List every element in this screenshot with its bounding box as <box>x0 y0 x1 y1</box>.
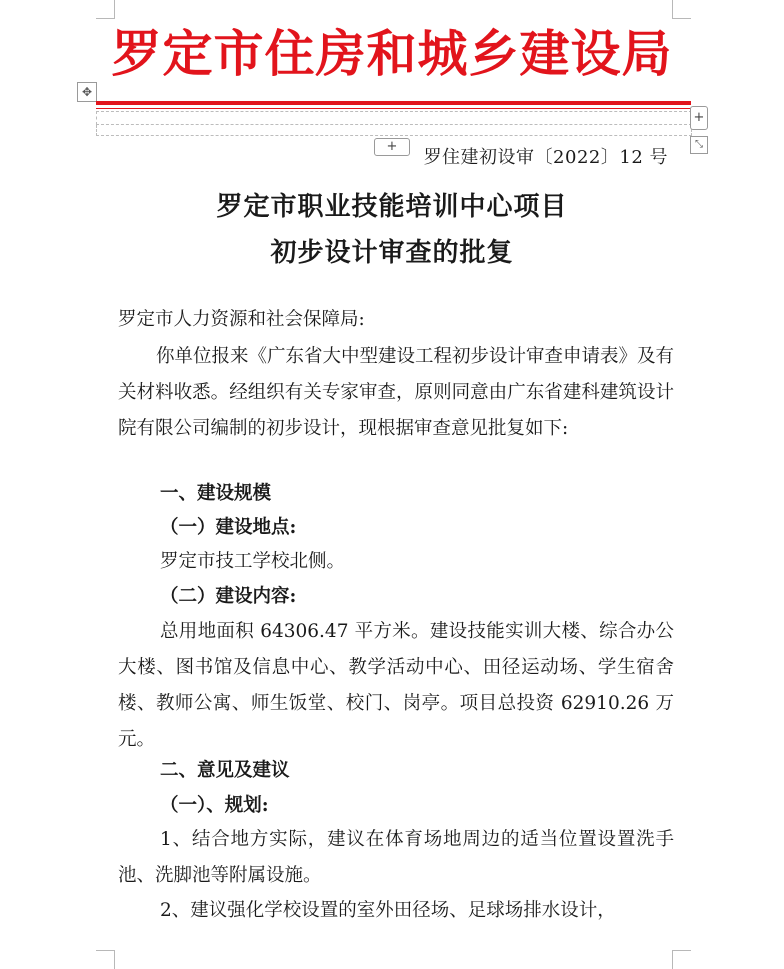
section-2-item-1: 1、结合地方实际，建议在体育场地周边的适当位置设置洗手池、洗脚池等附属设施。 <box>118 829 674 886</box>
letterhead-red-rule-thick <box>96 101 691 105</box>
document-title-line-2: 初步设计审查的批复 <box>270 238 514 268</box>
section-1-sub-2-text: 总用地面积 64306.47 平方米。建设技能实训大楼、综合办公大楼、图书馆及信息中心、教学活动中心、田径运动场、学生宿舍楼、教师公寓、师生饭堂、校门、岗亭。项目总投资 62910.26 万元。 <box>118 621 674 750</box>
section-2-sub-1-heading: （一）、规划: <box>160 795 269 816</box>
table-gridline-row <box>96 111 692 125</box>
add-column-icon[interactable]: + <box>690 106 708 130</box>
recipient: 罗定市人力资源和社会保障局: <box>118 309 365 330</box>
page-corner-mark-bottom-right <box>672 950 691 969</box>
page-corner-mark-top-right <box>672 0 691 19</box>
section-1-heading: 一、建设规模 <box>160 483 272 504</box>
table-gridline-row <box>96 125 692 136</box>
letterhead-red-rule-thin <box>96 108 691 109</box>
section-1-sub-2-heading: （二）建设内容: <box>160 586 297 607</box>
section-1-sub-1-text: 罗定市技工学校北侧。 <box>160 551 346 572</box>
document-number: 罗住建初设审〔2022〕12 号 <box>423 147 668 168</box>
page-corner-mark-bottom-left <box>96 950 115 969</box>
section-2-heading: 二、意见及建议 <box>160 760 290 781</box>
letterhead-org-name: 罗定市住房和城乡建设局 <box>111 25 673 83</box>
page-corner-mark-top-left <box>96 0 115 19</box>
document-title-line-1: 罗定市职业技能培训中心项目 <box>216 192 568 222</box>
intro-paragraph: 你单位报来《广东省大中型建设工程初步设计审查申请表》及有关材料收悉。经组织有关专家审查，原则同意由广东省建科建筑设计院有限公司编制的初步设计，现根据审查意见批复如下: <box>118 346 675 439</box>
section-1-sub-1-heading: （一）建设地点: <box>160 517 297 538</box>
table-resize-icon[interactable]: ⤡ <box>690 136 708 154</box>
add-row-icon[interactable]: + <box>374 138 410 156</box>
section-2-item-2: 2、建议强化学校设置的室外田径场、足球场排水设计， <box>160 900 616 921</box>
table-move-icon[interactable]: ✥ <box>77 82 97 102</box>
